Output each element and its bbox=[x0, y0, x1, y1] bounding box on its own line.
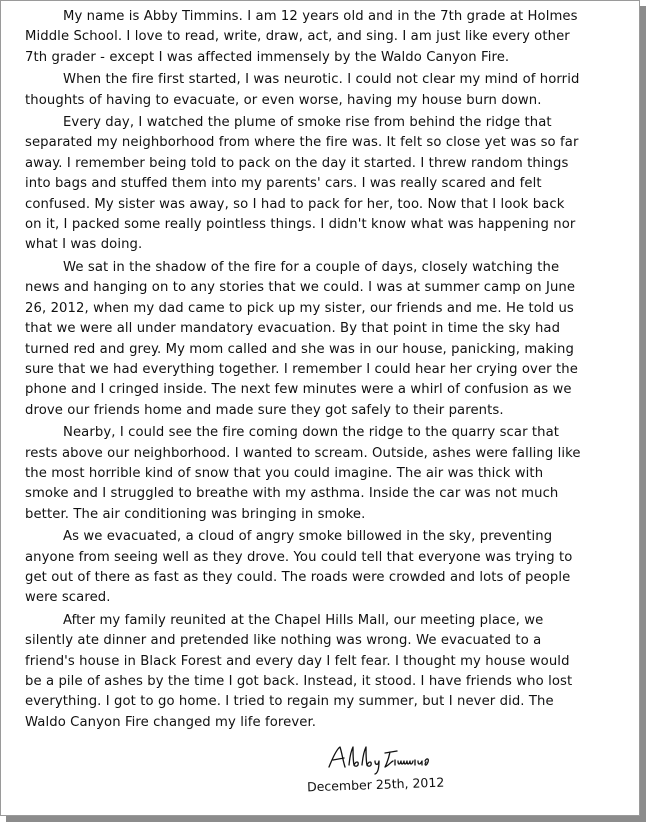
signature-stroke bbox=[329, 747, 428, 774]
paragraph-1: My name is Abby Timmins. I am 12 years old and in the 7th grade at Holmes Middle School. I love to read, write, draw, act, and sing. I am just like every other 7th grader - except I was affected immensely by the Waldo Canyon Fire. bbox=[25, 9, 578, 65]
paragraph-3: Every day, I watched the plume of smoke rise from behind the ridge that separated my neighborhood from where the fire was. It felt so close yet was so far away. I remember being told to pack on the day it started. I threw random things into bags and stuffed them into my parents' cars. I was really scared and felt confused. My sister was away, so I had to pack for her, too. Now that I look back on it, I packed some really pointless things. I didn't know what was happening nor what I was doing. bbox=[25, 115, 579, 253]
paragraph-7: After my family reunited at the Chapel Hills Mall, our meeting place, we silently ate dinner and pretended like nothing was wrong. We evacuated to a friend's house in Black Forest and every day I felt fear. I thought my house would be a pile of ashes by the time I got back. Instead, it stood. I have friends who lost everything. I got to go home. I tried to regain my summer, but I never did. The Waldo Canyon Fire changed my life forever. bbox=[25, 612, 573, 730]
paragraph-5: Nearby, I could see the fire coming down the ridge to the quarry scar that rests above our neighborhood. I wanted to scream. Outside, ashes were falling like the most horrible kind of snow that you could imagine. The air was thick with smoke and I struggled to breathe with my asthma. Inside the car was not much better. The air conditioning was bringing in smoke. bbox=[25, 425, 581, 522]
paragraph-6: As we evacuated, a cloud of angry smoke billowed in the sky, preventing anyone from seeing well as they drove. You could tell that everyone was trying to get out of there as fast as they could. The roads were crowded and lots of people were scared. bbox=[25, 529, 573, 606]
letter-body bbox=[25, 7, 585, 733]
signature bbox=[323, 743, 433, 775]
paragraph-4: We sat in the shadow of the fire for a couple of days, closely watching the news and hanging on to any stories that we could. I was at summer camp on June 26, 2012, when my dad came to pick up my sister, our friends and me. He told us that we were all under mandatory evacuation. By that point in time the sky had turned red and grey. My mom called and she was in our house, panicking, making sure that we had everything together. I remember I could hear her crying over the phone and I cringed inside. The next few minutes were a whirl of confusion as we drove our friends home and made sure they got safely to their parents. bbox=[25, 259, 578, 418]
paragraph-2: When the fire first started, I was neurotic. I could not clear my mind of horrid thoughts of having to evacuate, or even worse, having my house burn down. bbox=[25, 72, 580, 108]
signature-date: December 25th, 2012 bbox=[306, 774, 445, 795]
